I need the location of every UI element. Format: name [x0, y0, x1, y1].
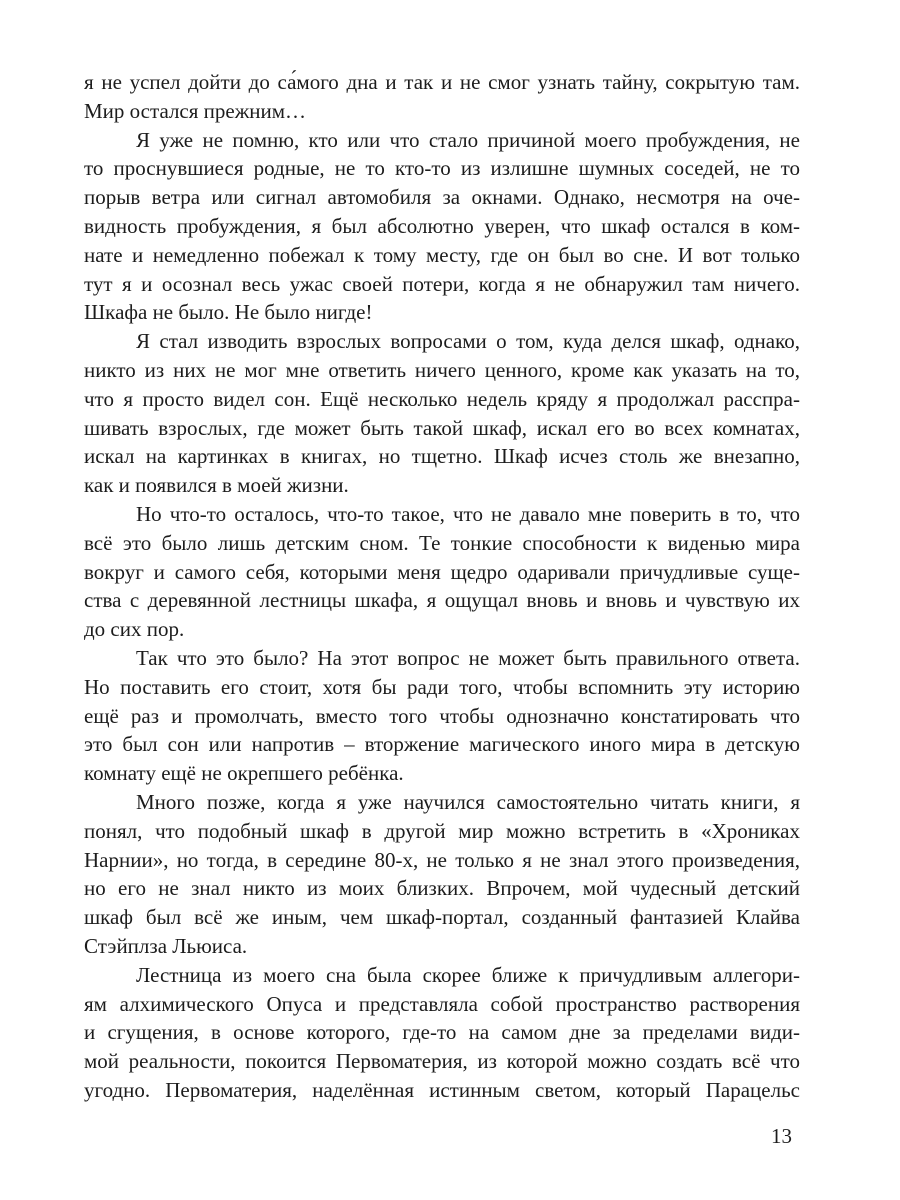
paragraph [84, 327, 800, 500]
text-line: угодно. Первоматерия, наделённая истинным светом, который Парацельс [84, 1077, 800, 1102]
text-line: Нарнии», но тогда, в середине 80-х, не только я не знал этого произведения, [84, 847, 800, 872]
text-line: ства с деревянной лестницы шкафа, я ощущал вновь и вновь и чувствую их [84, 588, 800, 613]
text-line: Много позже, когда я уже научился самостоятельно читать книги, я [136, 789, 800, 814]
text-line: Я уже не помню, кто или что стало причиной моего пробуждения, не [136, 127, 800, 152]
paragraph [84, 68, 800, 126]
paragraph [84, 126, 800, 328]
text-line: порыв ветра или сигнал автомобиля за окнами. Однако, несмотря на оче- [84, 185, 800, 210]
text-line: ям алхимического Опуса и представляла собой пространство растворения [84, 991, 800, 1016]
text-line: шкаф был всё же иным, чем шкаф-портал, созданный фантазией Клайва [84, 905, 800, 930]
text-line: я не успел дойти до са́мого дна и так и не смог узнать тайну, сокрытую там. [84, 70, 800, 94]
text-line: что я просто видел сон. Ещё несколько недель кряду я продолжал расспра- [84, 386, 800, 411]
text-line: искал на картинках в книгах, но тщетно. Шкаф исчез столь же внезапно, [84, 444, 800, 469]
text-line: ещё раз и промолчать, вместо того чтобы однозначно констатировать что [84, 703, 800, 728]
text-line: мой реальности, покоится Первоматерия, из которой можно создать всё что [84, 1049, 800, 1074]
text-line: понял, что подобный шкаф в другой мир можно встретить в «Хрониках [84, 818, 800, 843]
text-line: Так что это было? На этот вопрос не может быть правильного ответа. [136, 645, 800, 670]
text-line: нате и немедленно побежал к тому месту, где он был во сне. И вот только [84, 242, 800, 267]
text-line: тут я и осознал весь ужас своей потери, когда я не обнаружил там ничего. [84, 271, 800, 296]
text-line: комнату ещё не окрепшего ребёнка. [84, 761, 404, 786]
text-line: вокруг и самого себя, которыми меня щедро одаривали причудливые суще- [84, 559, 800, 584]
text-line: всё это было лишь детским сном. Те тонкие способности к виденью мира [84, 530, 800, 555]
text-line: видность пробуждения, я был абсолютно уверен, что шкаф остался в ком- [84, 213, 800, 238]
text-column [84, 68, 800, 1105]
text-line: Я стал изводить взрослых вопросами о том, куда делся шкаф, однако, [136, 329, 800, 354]
text-line: но его не знал никто из моих близких. Впрочем, мой чудесный детский [84, 876, 800, 901]
text-line: Но что-то осталось, что-то такое, что не давало мне поверить в то, что [136, 501, 800, 526]
paragraph [84, 788, 800, 961]
text-line: до сих пор. [84, 617, 185, 642]
text-line: как и появился в моей жизни. [84, 473, 349, 498]
text-line: то проснувшиеся родные, не то кто-то из излишне шумных соседей, не то [84, 156, 800, 181]
text-line: это был сон или напротив – вторжение магического иного мира в детскую [84, 732, 800, 757]
text-line: Стэйплза Льюиса. [84, 933, 248, 958]
page-number: 13 [771, 1124, 792, 1148]
paragraph [84, 961, 800, 1105]
text-line: Мир остался прежним… [84, 98, 306, 123]
text-line: Шкафа не было. Не было нигде! [84, 300, 373, 325]
paragraph [84, 500, 800, 644]
paragraph [84, 644, 800, 788]
text-line: Но поставить его стоит, хотя бы ради того, чтобы вспомнить эту историю [84, 674, 800, 699]
text-line: и сгущения, в основе которого, где-то на самом дне за пределами види- [84, 1020, 800, 1045]
text-line: Лестница из моего сна была скорее ближе к причудливым аллегори- [136, 962, 800, 987]
text-line: никто из них не мог мне ответить ничего ценного, кроме как указать на то, [84, 357, 800, 382]
text-line: шивать взрослых, где может быть такой шкаф, искал его во всех комнатах, [84, 415, 800, 440]
